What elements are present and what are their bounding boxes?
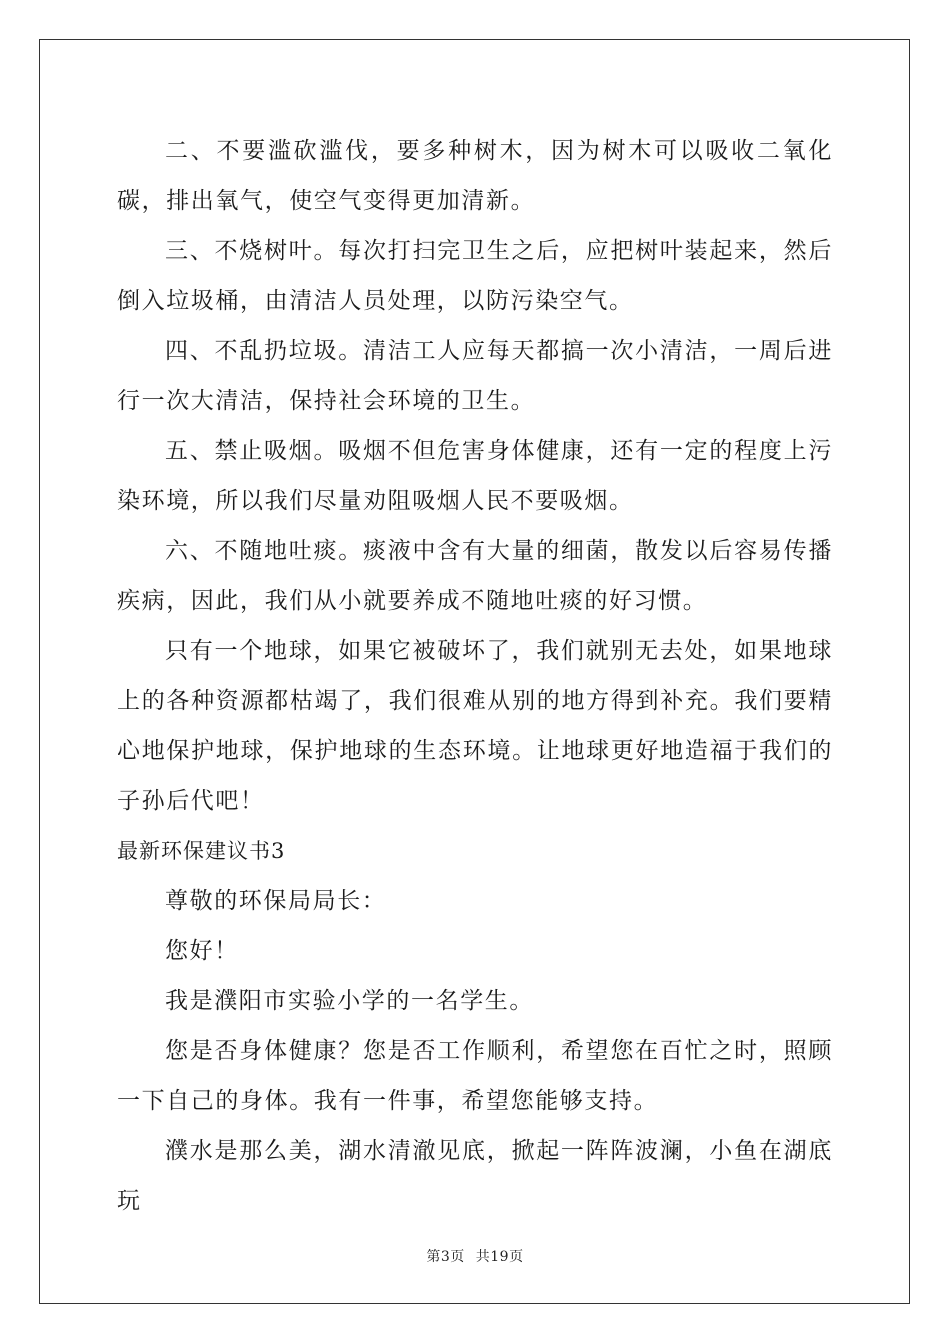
- paragraph: 六、不随地吐痰。痰液中含有大量的细菌，散发以后容易传播疾病，因此，我们从小就要养成不随地吐痰的好习惯。: [117, 538, 833, 614]
- paragraph: 我是濮阳市实验小学的一名学生。: [165, 988, 534, 1014]
- page-total: 共19页: [475, 1249, 524, 1265]
- paragraph: 只有一个地球，如果它被破坏了，我们就别无去处，如果地球上的各种资源都枯竭了，我们很难从别的地方得到补充。我们要精心地保护地球，保护地球的生态环境。让地球更好地造福于我们的子孙后代吧！: [117, 638, 833, 814]
- page-footer: [0, 1246, 950, 1266]
- paragraph: 您是否身体健康？您是否工作顺利，希望您在百忙之时，照顾一下自己的身体。我有一件事，希望您能够支持。: [117, 1038, 833, 1114]
- paragraph: 三、不烧树叶。每次打扫完卫生之后，应把树叶装起来，然后倒入垃圾桶，由清洁人员处理，以防污染空气。: [117, 238, 833, 314]
- paragraph: 二、不要滥砍滥伐，要多种树木，因为树木可以吸收二氧化碳，排出氧气，使空气变得更加清新。: [117, 138, 833, 214]
- section-heading: 最新环保建议书3: [117, 839, 286, 863]
- salutation: 尊敬的环保局局长：: [165, 888, 387, 914]
- greeting: 您好！: [165, 938, 239, 964]
- document-body: [117, 126, 833, 1226]
- paragraph: 五、禁止吸烟。吸烟不但危害身体健康，还有一定的程度上污染环境，所以我们尽量劝阻吸烟人民不要吸烟。: [117, 438, 833, 514]
- paragraph: 濮水是那么美，湖水清澈见底，掀起一阵阵波澜，小鱼在湖底玩: [117, 1138, 833, 1214]
- page-number: 第3页: [426, 1249, 465, 1265]
- paragraph: 四、不乱扔垃圾。清洁工人应每天都搞一次小清洁，一周后进行一次大清洁，保持社会环境的卫生。: [117, 338, 833, 414]
